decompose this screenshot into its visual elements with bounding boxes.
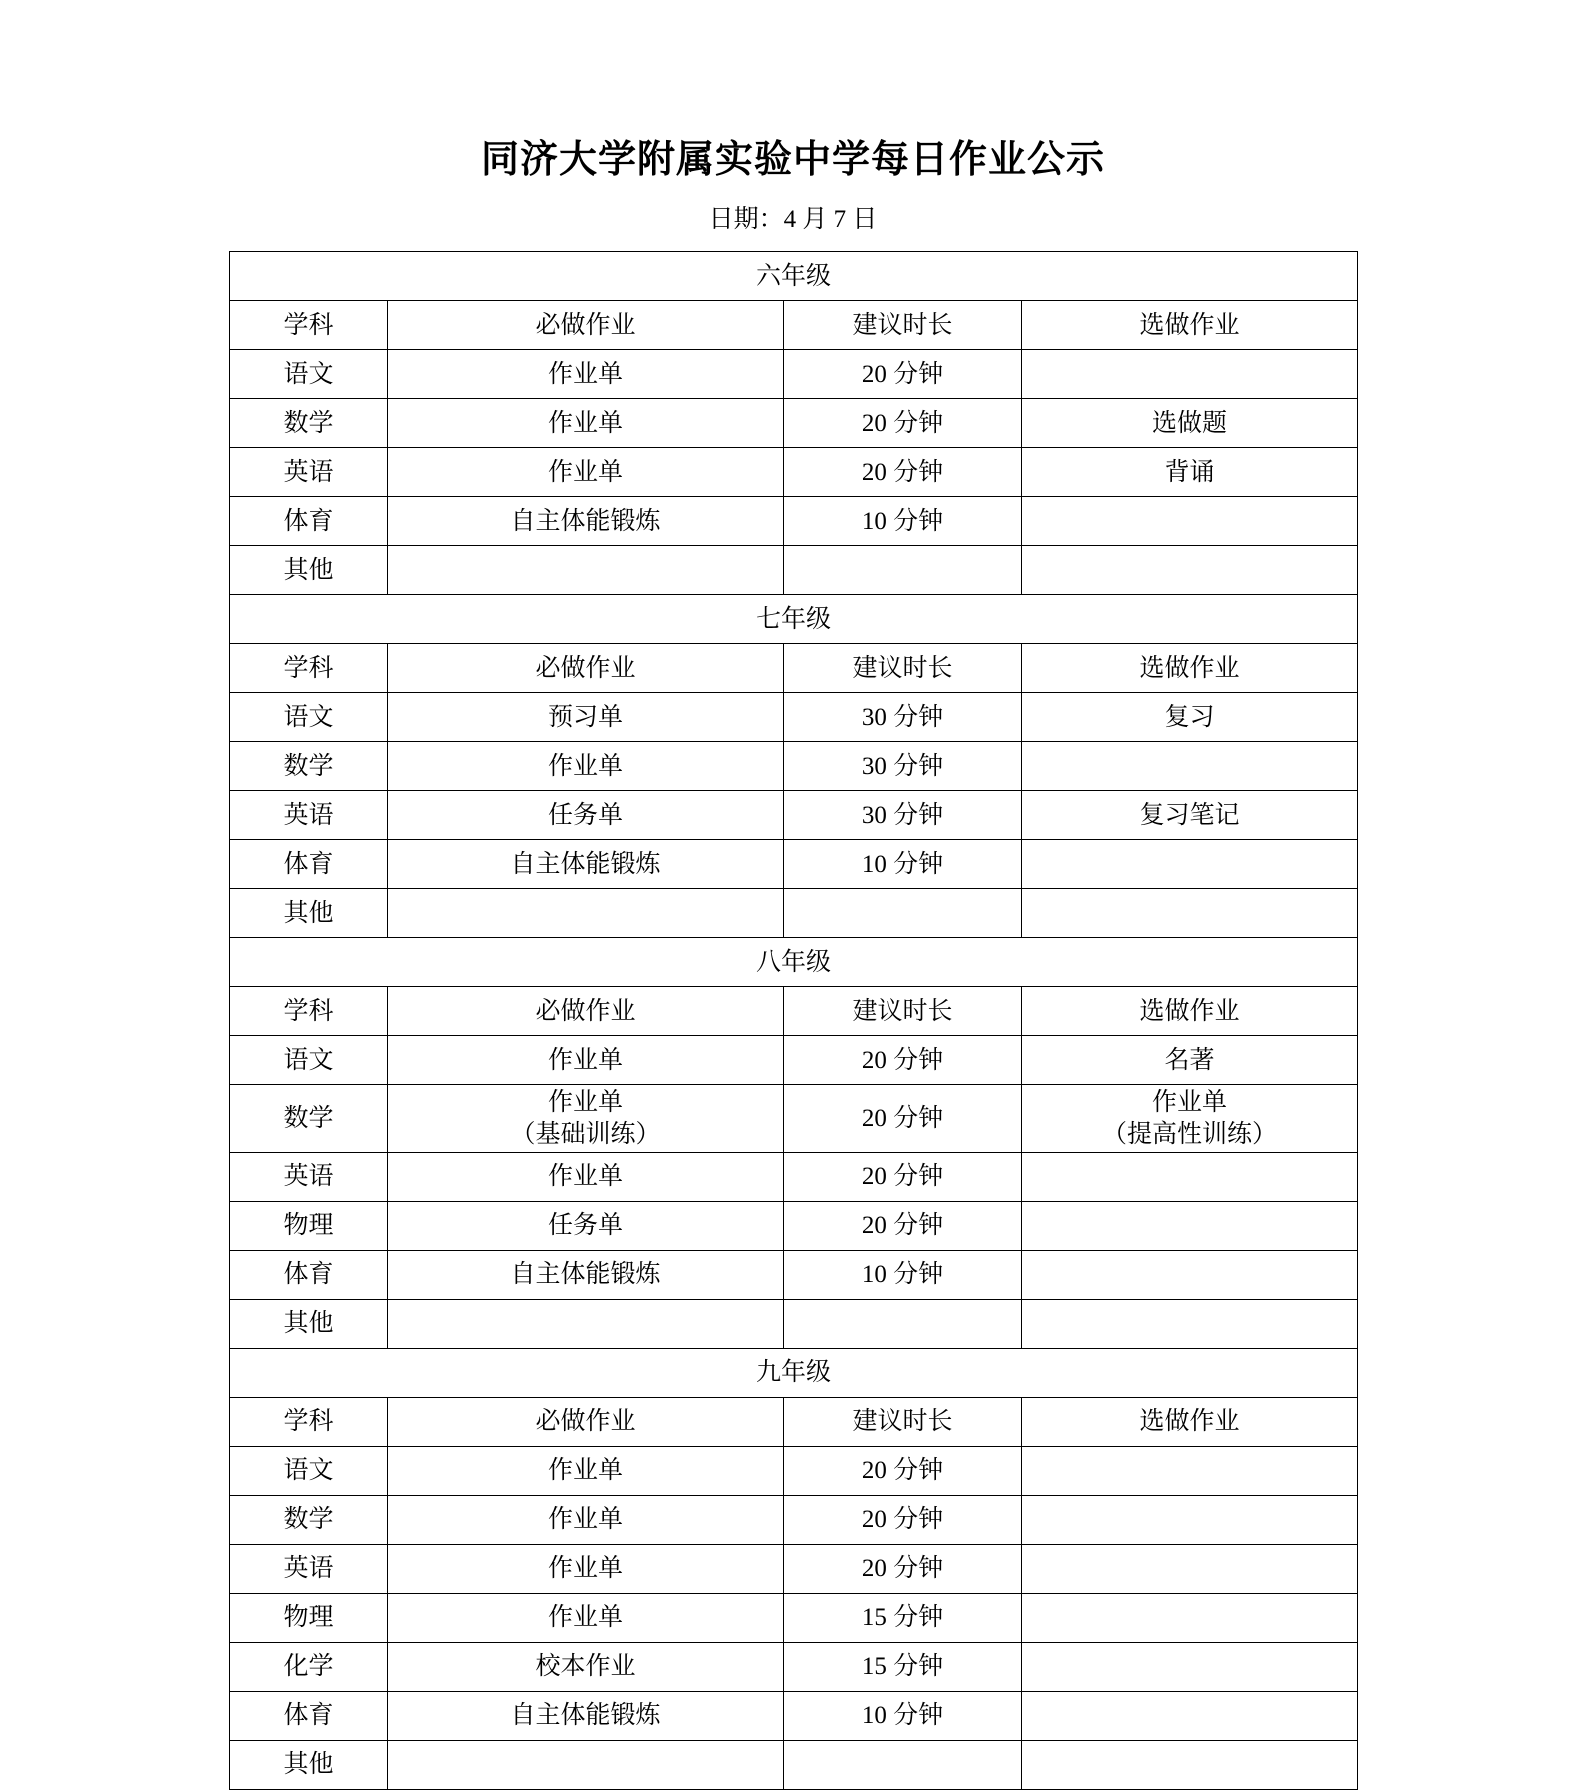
grade-band-row <box>230 1348 1358 1397</box>
cell-duration: 10 分钟 <box>784 840 1022 889</box>
cell-optional: 名著 <box>1022 1036 1358 1085</box>
cell-duration: 20 分钟 <box>784 350 1022 399</box>
cell-subject: 数学 <box>230 1495 388 1544</box>
cell-required: 自主体能锻炼 <box>388 840 784 889</box>
column-header-duration: 建议时长 <box>784 301 1022 350</box>
table-row <box>230 1495 1358 1544</box>
cell-required <box>388 546 784 595</box>
cell-required: 预习单 <box>388 693 784 742</box>
cell-subject: 物理 <box>230 1201 388 1250</box>
table-row <box>230 1152 1358 1201</box>
table-row <box>230 1036 1358 1085</box>
column-header-subject: 学科 <box>230 301 388 350</box>
cell-subject: 语文 <box>230 693 388 742</box>
cell-required <box>388 889 784 938</box>
cell-duration <box>784 1299 1022 1348</box>
table-row <box>230 1544 1358 1593</box>
table-row <box>230 1250 1358 1299</box>
cell-optional <box>1022 1642 1358 1691</box>
cell-required: 作业单 <box>388 1593 784 1642</box>
cell-required: 作业单 <box>388 1446 784 1495</box>
cell-subject: 体育 <box>230 497 388 546</box>
table-row <box>230 1201 1358 1250</box>
page-title: 同济大学附属实验中学每日作业公示 <box>480 139 1105 181</box>
homework-table <box>229 251 1358 1790</box>
cell-required-line2: （基础训练） <box>510 1120 661 1148</box>
cell-required: 作业单 <box>388 742 784 791</box>
grade-band-row <box>230 938 1358 987</box>
cell-subject: 化学 <box>230 1642 388 1691</box>
cell-optional: 复习 <box>1022 693 1358 742</box>
homework-table-wrapper <box>229 251 1357 1790</box>
grade-band-label: 九年级 <box>230 1348 1358 1397</box>
table-row <box>230 693 1358 742</box>
cell-subject: 物理 <box>230 1593 388 1642</box>
column-header-optional: 选做作业 <box>1022 1397 1358 1446</box>
cell-duration <box>784 546 1022 595</box>
cell-optional-line1: 作业单 <box>1152 1089 1228 1117</box>
cell-optional <box>1022 497 1358 546</box>
cell-subject: 数学 <box>230 1085 388 1153</box>
column-header-required: 必做作业 <box>388 987 784 1036</box>
cell-required: 作业单 <box>388 350 784 399</box>
cell-duration: 20 分钟 <box>784 448 1022 497</box>
table-row <box>230 350 1358 399</box>
column-header-row <box>230 987 1358 1036</box>
document-date: 日期：4 月 7 日 <box>708 205 878 233</box>
table-row <box>230 1691 1358 1740</box>
cell-optional: 复习笔记 <box>1022 791 1358 840</box>
cell-optional <box>1022 1085 1358 1153</box>
column-header-row <box>230 644 1358 693</box>
cell-subject: 体育 <box>230 1691 388 1740</box>
column-header-duration: 建议时长 <box>784 644 1022 693</box>
column-header-subject: 学科 <box>230 987 388 1036</box>
table-row <box>230 1299 1358 1348</box>
cell-subject: 其他 <box>230 546 388 595</box>
cell-duration: 30 分钟 <box>784 693 1022 742</box>
cell-duration: 20 分钟 <box>784 1544 1022 1593</box>
cell-required: 作业单 <box>388 1544 784 1593</box>
cell-required: 任务单 <box>388 1201 784 1250</box>
table-row <box>230 1085 1358 1153</box>
column-header-duration: 建议时长 <box>784 987 1022 1036</box>
cell-subject: 其他 <box>230 889 388 938</box>
cell-subject: 数学 <box>230 742 388 791</box>
column-header-required: 必做作业 <box>388 1397 784 1446</box>
column-header-optional: 选做作业 <box>1022 644 1358 693</box>
table-row <box>230 546 1358 595</box>
table-row <box>230 399 1358 448</box>
cell-optional <box>1022 1740 1358 1789</box>
cell-optional <box>1022 1201 1358 1250</box>
cell-optional <box>1022 546 1358 595</box>
column-header-required: 必做作业 <box>388 301 784 350</box>
table-row <box>230 1446 1358 1495</box>
cell-subject: 其他 <box>230 1740 388 1789</box>
cell-optional <box>1022 1495 1358 1544</box>
cell-optional <box>1022 1152 1358 1201</box>
cell-required <box>388 1299 784 1348</box>
cell-required: 作业单 <box>388 1036 784 1085</box>
cell-duration: 15 分钟 <box>784 1593 1022 1642</box>
column-header-subject: 学科 <box>230 644 388 693</box>
grade-band-label: 六年级 <box>230 252 1358 301</box>
cell-required-line1: 作业单 <box>547 1089 623 1117</box>
cell-duration: 20 分钟 <box>784 1446 1022 1495</box>
cell-subject: 英语 <box>230 448 388 497</box>
column-header-required: 必做作业 <box>388 644 784 693</box>
column-header-subject: 学科 <box>230 1397 388 1446</box>
cell-duration: 20 分钟 <box>784 1152 1022 1201</box>
cell-subject: 英语 <box>230 1152 388 1201</box>
cell-duration: 10 分钟 <box>784 1691 1022 1740</box>
cell-required: 任务单 <box>388 791 784 840</box>
cell-duration <box>784 1740 1022 1789</box>
grade-band-label: 七年级 <box>230 595 1358 644</box>
cell-optional <box>1022 1446 1358 1495</box>
cell-subject: 其他 <box>230 1299 388 1348</box>
cell-duration: 20 分钟 <box>784 399 1022 448</box>
cell-duration: 20 分钟 <box>784 1201 1022 1250</box>
cell-optional <box>1022 1299 1358 1348</box>
cell-subject: 英语 <box>230 791 388 840</box>
cell-subject: 英语 <box>230 1544 388 1593</box>
cell-required: 作业单 <box>388 1152 784 1201</box>
table-row <box>230 840 1358 889</box>
cell-duration <box>784 889 1022 938</box>
table-row <box>230 889 1358 938</box>
grade-band-label: 八年级 <box>230 938 1358 987</box>
cell-required: 作业单 <box>388 448 784 497</box>
cell-duration: 30 分钟 <box>784 791 1022 840</box>
cell-required: 校本作业 <box>388 1642 784 1691</box>
cell-subject: 语文 <box>230 350 388 399</box>
table-row <box>230 1740 1358 1789</box>
cell-optional <box>1022 1250 1358 1299</box>
table-row <box>230 742 1358 791</box>
cell-required: 自主体能锻炼 <box>388 1691 784 1740</box>
cell-required: 作业单 <box>388 399 784 448</box>
cell-optional <box>1022 350 1358 399</box>
cell-required <box>388 1085 784 1153</box>
table-row <box>230 497 1358 546</box>
cell-optional <box>1022 742 1358 791</box>
column-header-row <box>230 301 1358 350</box>
table-row <box>230 1593 1358 1642</box>
grade-band-row <box>230 252 1358 301</box>
table-row <box>230 1642 1358 1691</box>
cell-subject: 数学 <box>230 399 388 448</box>
column-header-optional: 选做作业 <box>1022 301 1358 350</box>
cell-required: 作业单 <box>388 1495 784 1544</box>
cell-optional: 选做题 <box>1022 399 1358 448</box>
cell-optional <box>1022 1691 1358 1740</box>
table-row <box>230 448 1358 497</box>
grade-band-row <box>230 595 1358 644</box>
cell-optional-line2: （提高性训练） <box>1102 1120 1278 1148</box>
table-row <box>230 791 1358 840</box>
cell-required: 自主体能锻炼 <box>388 497 784 546</box>
cell-duration: 20 分钟 <box>784 1036 1022 1085</box>
column-header-optional: 选做作业 <box>1022 987 1358 1036</box>
cell-subject: 语文 <box>230 1446 388 1495</box>
cell-required: 自主体能锻炼 <box>388 1250 784 1299</box>
homework-table-body <box>230 252 1358 1790</box>
cell-duration: 15 分钟 <box>784 1642 1022 1691</box>
column-header-duration: 建议时长 <box>784 1397 1022 1446</box>
cell-duration: 30 分钟 <box>784 742 1022 791</box>
cell-required <box>388 1740 784 1789</box>
cell-duration: 10 分钟 <box>784 497 1022 546</box>
cell-duration: 20 分钟 <box>784 1495 1022 1544</box>
cell-optional <box>1022 840 1358 889</box>
cell-optional <box>1022 1593 1358 1642</box>
cell-subject: 语文 <box>230 1036 388 1085</box>
column-header-row <box>230 1397 1358 1446</box>
cell-optional: 背诵 <box>1022 448 1358 497</box>
cell-optional <box>1022 889 1358 938</box>
cell-subject: 体育 <box>230 1250 388 1299</box>
cell-optional <box>1022 1544 1358 1593</box>
cell-duration: 10 分钟 <box>784 1250 1022 1299</box>
cell-duration: 20 分钟 <box>784 1085 1022 1153</box>
cell-subject: 体育 <box>230 840 388 889</box>
